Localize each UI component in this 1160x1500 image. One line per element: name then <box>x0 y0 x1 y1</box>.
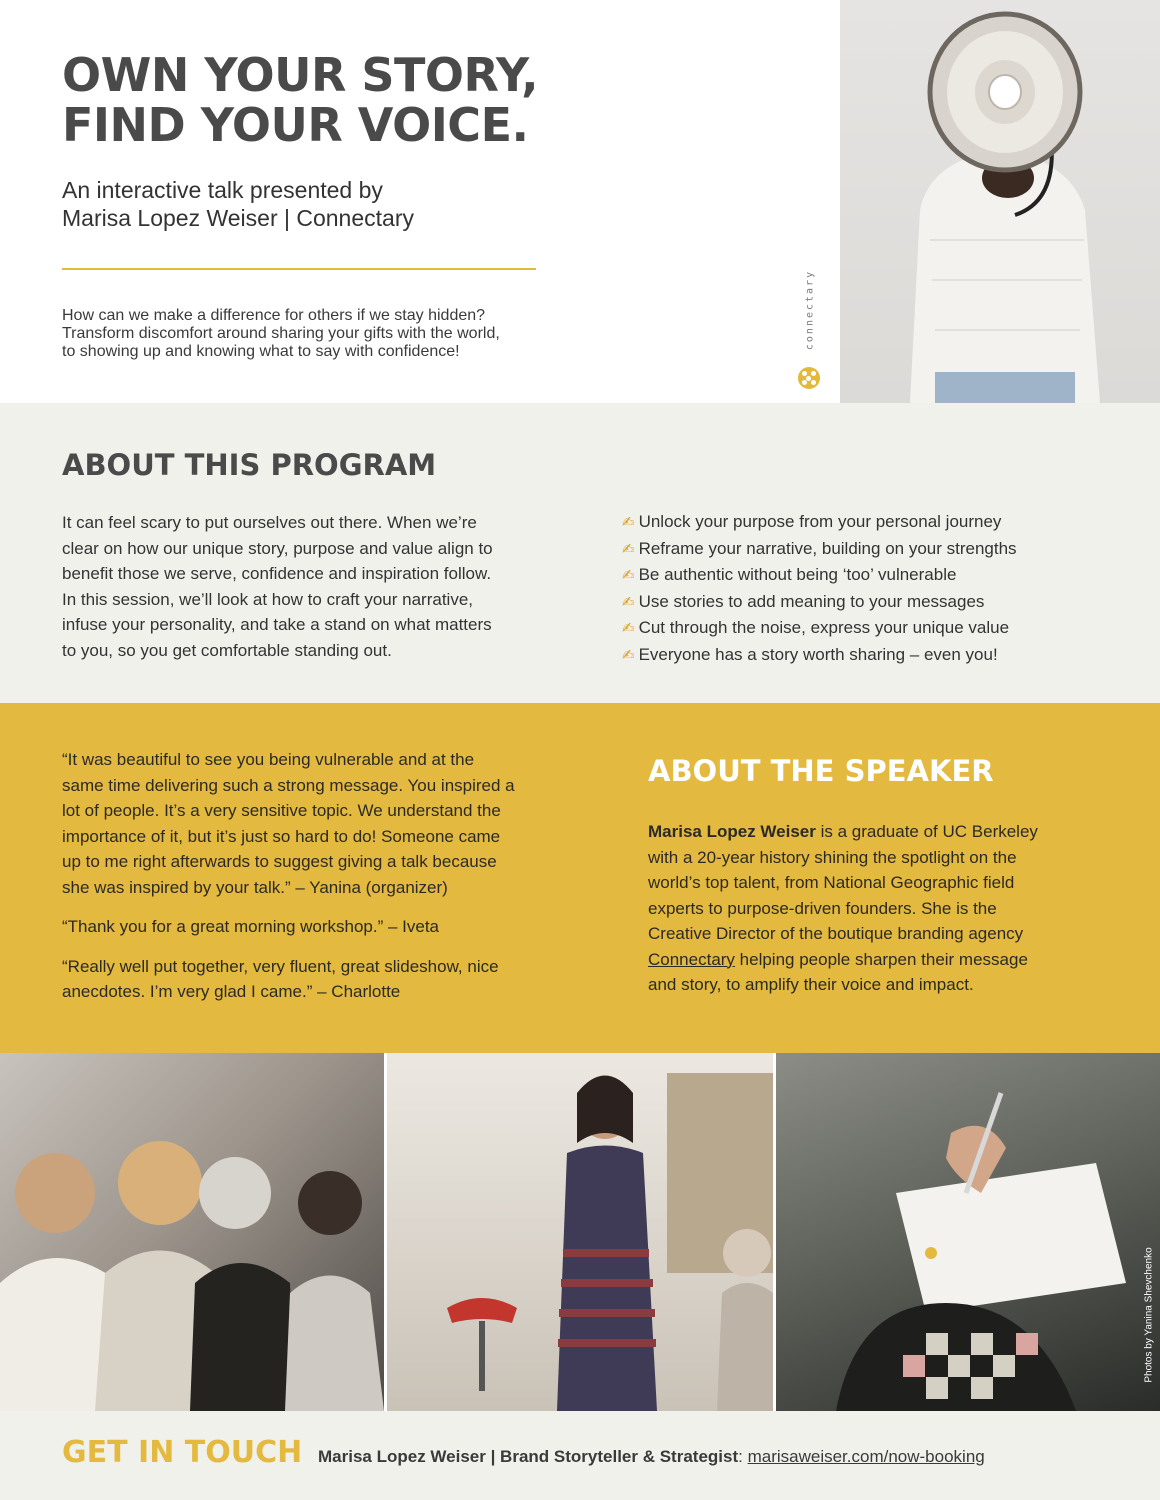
testimonial-yanina <box>62 747 602 900</box>
writing-hand-icon: ✍ <box>622 620 635 637</box>
program-line: infuse your personality, and take a stand on what matters <box>62 615 492 634</box>
list-item-text: Use stories to add meaning to your messages <box>638 591 985 611</box>
photo-credit <box>1142 1225 1156 1405</box>
title-line-2: FIND YOUR VOICE. <box>62 98 529 152</box>
bio-text: is a graduate of UC Berkeley <box>815 822 1038 841</box>
photo-strip <box>0 1053 1160 1411</box>
writing-hand-icon: ✍ <box>622 593 635 611</box>
writing-hand-icon: ✍ <box>622 540 635 558</box>
quote-line: lot of people. It’s a very sensitive topic. We understand the <box>62 801 501 820</box>
bio-line: experts to purpose-driven founders. She is the <box>648 898 997 918</box>
megaphone-photo-illustration <box>840 0 1160 403</box>
brand-wordmark-vertical <box>796 270 824 350</box>
about-program-heading: ABOUT THIS PROGRAM <box>62 448 437 482</box>
footer-contact <box>318 1447 985 1467</box>
testimonials <box>62 747 602 1019</box>
brand-wordmark-text: connectary <box>804 269 816 351</box>
program-line: to you, so you get comfortable standing out. <box>62 640 392 660</box>
quote-line: “Thank you for a great morning workshop.” – Iveta <box>62 917 440 936</box>
contact-separator: : <box>738 1447 748 1466</box>
program-line: benefit those we serve, confidence and inspiration follow. <box>62 564 492 583</box>
writing-hand-icon: ✍ <box>622 567 635 584</box>
list-item <box>622 589 1017 616</box>
writing-photo <box>776 1053 1160 1411</box>
bio-line: and story, to amplify their voice and impact. <box>648 975 974 994</box>
testimonials-speaker-section <box>0 703 1160 1053</box>
quote-line: “It was beautiful to see you being vulnerable and at the <box>62 750 475 769</box>
testimonial-charlotte <box>62 954 602 1005</box>
quote-line: anecdotes. I’m very glad I came.” – Charlotte <box>62 982 401 1001</box>
connectary-link[interactable]: Connectary <box>648 949 735 969</box>
program-line: In this session, we’ll look at how to craft your narrative, <box>62 589 474 609</box>
bio-line: world’s top talent, from National Geographic field <box>648 873 1015 892</box>
subtitle-line-2: Marisa Lopez Weiser | Connectary <box>62 205 414 231</box>
booking-link[interactable]: marisaweiser.com/now-booking <box>747 1447 985 1466</box>
program-benefits-list <box>622 509 1017 668</box>
writing-hand-icon: ✍ <box>622 514 635 531</box>
testimonial-iveta <box>62 914 602 940</box>
list-item <box>622 509 1017 536</box>
bio-line: with a 20-year history shining the spotlight on the <box>648 847 1017 867</box>
quote-line: “Really well put together, very fluent, great slideshow, nice <box>62 956 499 976</box>
writing-illustration <box>776 1053 1160 1411</box>
list-item-text: Reframe your narrative, building on your strengths <box>638 538 1017 558</box>
hero-intro <box>62 307 500 361</box>
list-item-text: Cut through the noise, express your unique value <box>638 618 1010 637</box>
bio-text: helping people sharpen their message <box>734 949 1028 969</box>
list-item <box>622 562 1017 589</box>
program-line: clear on how our unique story, purpose and value align to <box>62 538 493 558</box>
list-item <box>622 642 1017 669</box>
writing-hand-icon: ✍ <box>622 646 635 664</box>
quote-line: up to me right afterwards to suggest giving a talk because <box>62 852 497 871</box>
bio-line <box>648 947 1118 973</box>
about-program-section <box>0 403 1160 703</box>
list-item <box>622 536 1017 563</box>
contact-name-role: Marisa Lopez Weiser | Brand Storyteller & Strategist <box>318 1447 739 1466</box>
list-item-text: Unlock your purpose from your personal journey <box>638 512 1002 531</box>
intro-line-2: Transform discomfort around sharing your gifts with the world, <box>62 325 500 342</box>
connectary-logo-icon <box>798 367 820 389</box>
bio-line <box>648 819 1118 845</box>
footer <box>0 1411 1160 1500</box>
speaker-photo <box>387 1053 773 1411</box>
list-item <box>622 615 1017 642</box>
subtitle-line-1: An interactive talk presented by <box>62 177 383 203</box>
program-description <box>62 510 582 663</box>
list-item-text: Everyone has a story worth sharing – even you! <box>638 644 998 664</box>
quote-line: importance of it, but it’s just so hard to do! Someone came <box>62 826 501 846</box>
hero-divider <box>62 268 536 270</box>
speaker-name: Marisa Lopez Weiser <box>648 822 816 841</box>
quote-line: same time delivering such a strong message. You inspired a <box>62 775 515 795</box>
audience-photo <box>0 1053 384 1411</box>
page-title <box>62 50 538 150</box>
intro-line-3: to showing up and knowing what to say with confidence! <box>62 343 460 360</box>
speaker-illustration <box>387 1053 773 1411</box>
hero-section <box>0 0 1160 403</box>
photo-credit-text: Photos by Yanina Shevchenko <box>1143 1247 1155 1383</box>
list-item-text: Be authentic without being ‘too’ vulnerable <box>638 565 957 584</box>
quote-line: she was inspired by your talk.” – Yanina (organizer) <box>62 877 448 897</box>
about-speaker-heading: ABOUT THE SPEAKER <box>648 754 994 788</box>
get-in-touch-heading: GET IN TOUCH <box>62 1435 303 1470</box>
audience-illustration <box>0 1053 384 1411</box>
megaphone-photo <box>840 0 1160 403</box>
hero-subtitle <box>62 176 414 232</box>
intro-line-1: How can we make a difference for others if we stay hidden? <box>62 307 486 324</box>
program-line: It can feel scary to put ourselves out there. When we’re <box>62 513 477 532</box>
title-line-1: OWN YOUR STORY, <box>62 48 539 102</box>
bio-line: Creative Director of the boutique branding agency <box>648 924 1024 943</box>
speaker-bio <box>648 819 1118 998</box>
